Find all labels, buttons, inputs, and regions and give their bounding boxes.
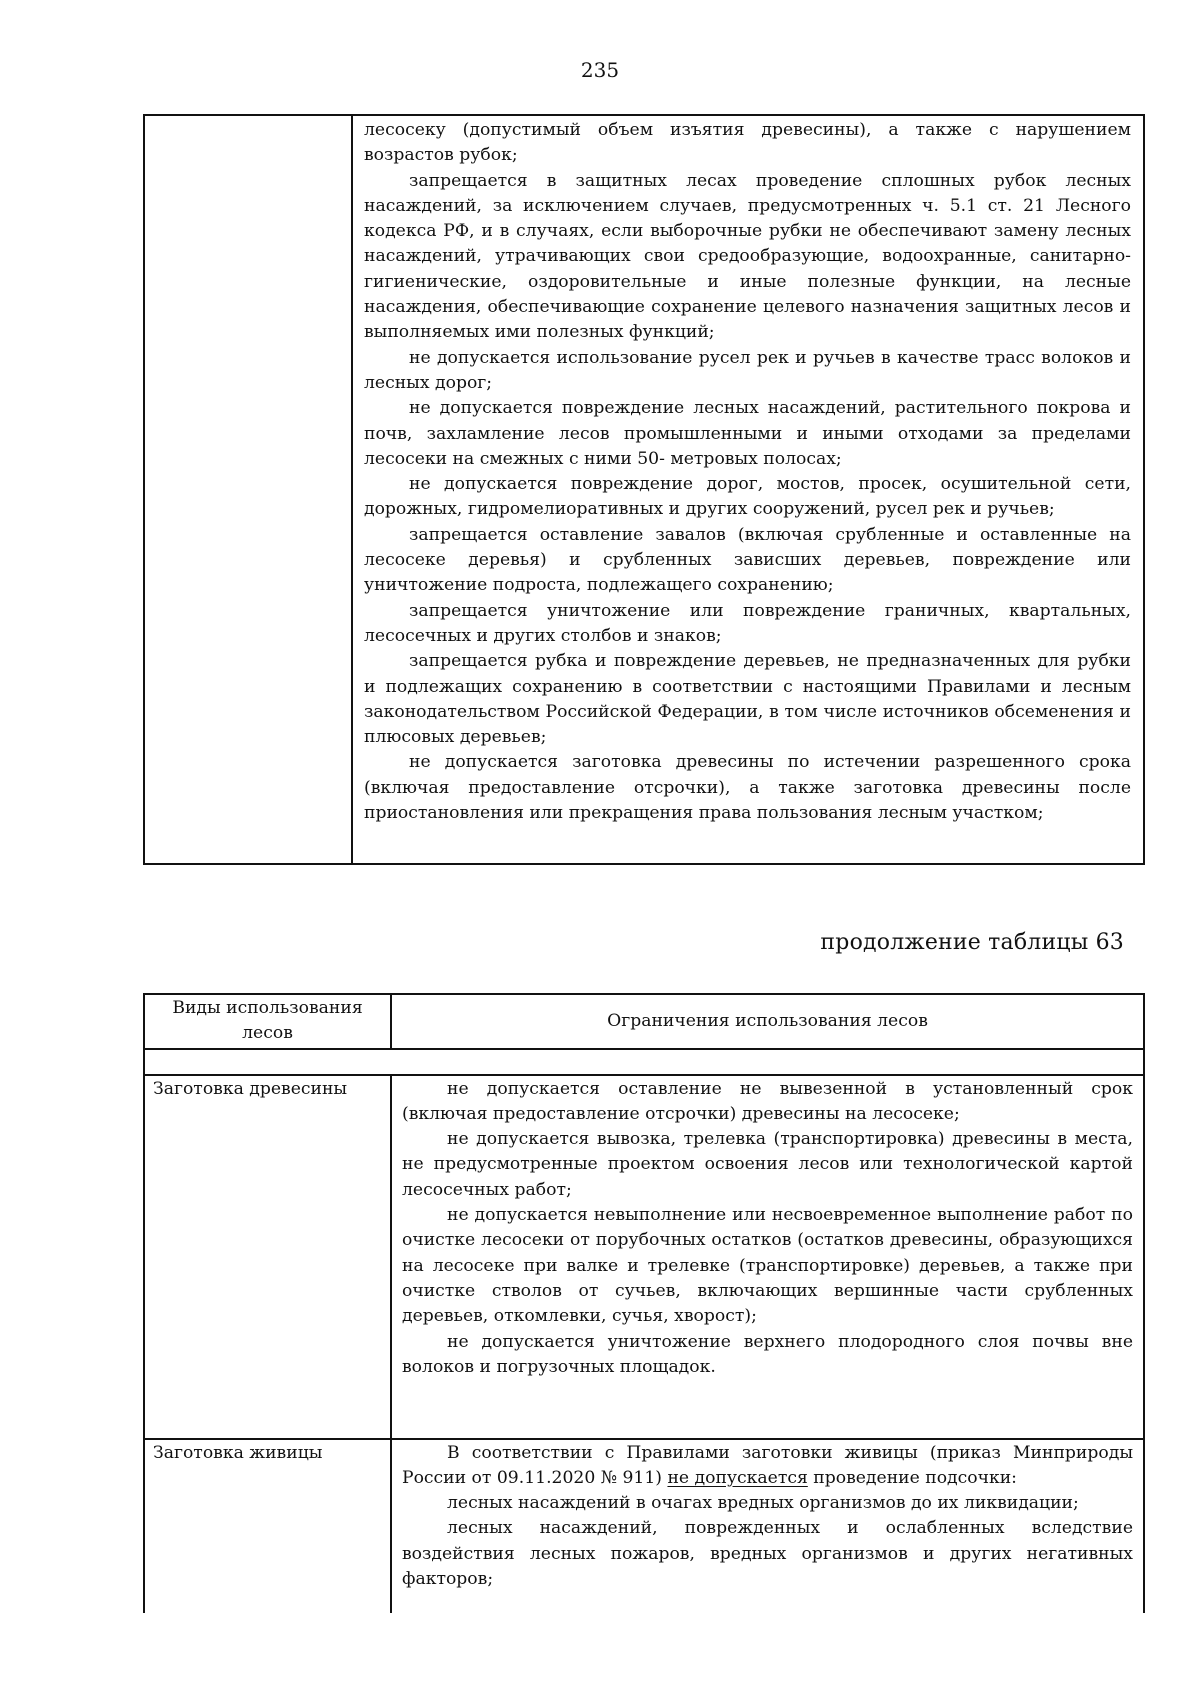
table-cell-restrictions [391,1439,1144,1613]
column-header-restrictions: Ограничения использования лесов [391,994,1144,1049]
paragraph: не допускается невыполнение или несвоевременное выполнение работ по очистке лесосеки от порубочных остатков (остатков древесины, образующихся на лесосеке при валке и трелевке (транспортировке) деревьев, а также при очистке стволов от сучьев, включающих вершинные части срубленных деревьев, откомлевки, сучья, хворост); [402,1205,1133,1327]
paragraph [402,1441,1133,1492]
table-63-fragment [143,114,1145,865]
table-cell-empty [144,115,352,864]
paragraph: запрещается в защитных лесах проведение сплошных рубок лесных насаждений, за исключением случаев, предусмотренных ч. 5.1 ст. 21 Лесного кодекса РФ, и в случаях, если выборочные рубки не обеспечивают замену лесных насаждений, утрачивающих свои средообразующие, водоохранные, санитарно-гигиенические, оздоровительные и иные полезные функции, на лесные насаждения, обеспечивающие сохранение целевого назначения защитных лесов и выполняемых ими полезных функций; [364,170,1131,343]
intro-text: В соответствии с Правилами заготовки живицы (приказ Минприроды России от 09.11.2020 № 911) [402,1442,1133,1488]
paragraph: запрещается уничтожение или повреждение граничных, квартальных, лесосечных и других столбов и знаков; [364,600,1131,646]
table-cell-empty [144,1049,1144,1075]
page-number: 235 [580,58,620,82]
row-label: Заготовка живицы [144,1439,391,1613]
table-row-blank [144,1049,1144,1075]
paragraph: не допускается вывозка, трелевка (транспортировка) древесины в места, не предусмотренные проектом освоения лесов или технологической картой лесосечных работ; [402,1129,1133,1200]
table-cell-restrictions [391,1075,1144,1439]
table-row [144,1439,1144,1613]
paragraph: не допускается заготовка древесины по истечении разрешенного срока (включая предоставление отсрочки), а также заготовка древесины после приостановления или прекращения права пользования лесным участком; [364,752,1131,824]
table-63-continuation [143,993,1145,1613]
table-header-row [144,994,1144,1049]
row-label: Заготовка древесины [144,1075,391,1439]
table-continuation-caption: продолжение таблицы 63 [820,930,1124,955]
column-header-usage-type: Виды использования лесов [144,994,391,1049]
paragraph: не допускается повреждение дорог, мостов, просек, осушительной сети, дорожных, гидромелиоративных и других сооружений, русел рек и ручьев; [364,474,1131,520]
paragraph: не допускается оставление не вывезенной в установленный срок (включая предоставление отсрочки) древесины на лесосеке; [402,1078,1133,1124]
table-cell-restrictions [352,115,1144,864]
paragraph: лесосеку (допустимый объем изъятия древесины), а также с нарушением возрастов рубок; [364,120,1131,166]
paragraph: лесных насаждений в очагах вредных организмов до их ликвидации; [447,1493,1079,1514]
paragraph: запрещается рубка и повреждение деревьев, не предназначенных для рубки и подлежащих сохранению в соответствии с настоящими Правилами и лесным законодательством Российской Федерации, в том числе источников обсеменения и плюсовых деревьев; [364,651,1131,748]
paragraph: не допускается использование русел рек и ручьев в качестве трасс волоков и лесных дорог; [364,347,1131,393]
table-row [144,115,1144,864]
table-row [144,1075,1144,1439]
paragraph: лесных насаждений, поврежденных и ослабленных вследствие воздействия лесных пожаров, вредных организмов и других негативных факторов; [402,1518,1133,1590]
paragraph: не допускается повреждение лесных насаждений, растительного покрова и почв, захламление лесов промышленными и иными отходами за пределами лесосеки на смежных с ними 50- метровых полосах; [364,398,1131,469]
paragraph: запрещается оставление завалов (включая срубленные и оставленные на лесосеке деревья) и срубленных зависших деревьев, повреждение или уничтожение подроста, подлежащего сохранению; [364,524,1131,596]
intro-text: проведение подсочки: [813,1467,1017,1488]
paragraph: не допускается уничтожение верхнего плодородного слоя почвы вне волоков и погрузочных площадок. [402,1331,1133,1377]
underlined-phrase: не допускается [667,1467,808,1488]
